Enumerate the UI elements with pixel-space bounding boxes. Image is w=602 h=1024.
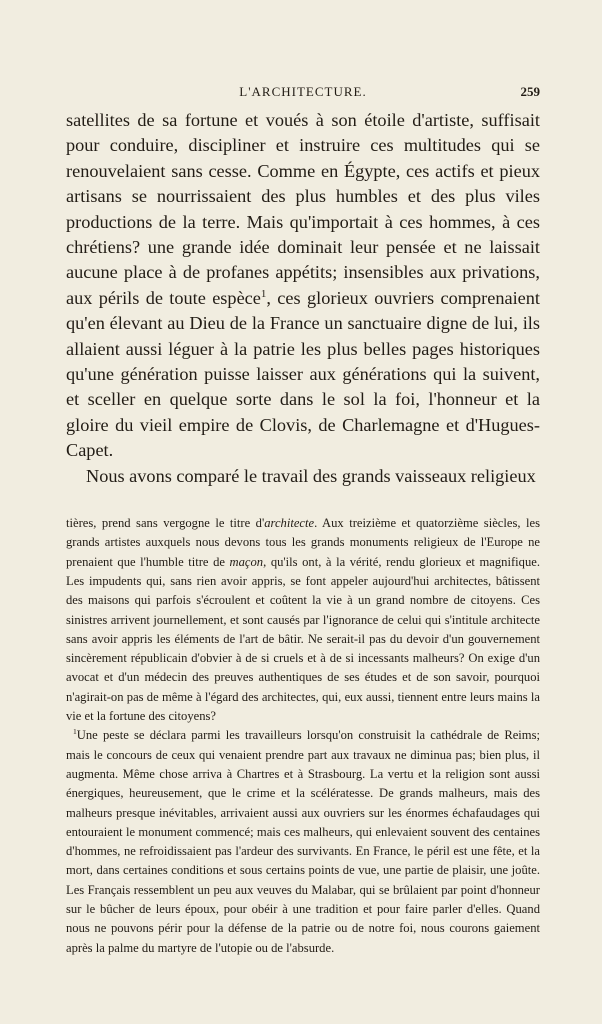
footnote-1-marker: 1 (73, 727, 77, 737)
footnotes (66, 514, 540, 958)
footnote-reference: 1 (260, 287, 267, 300)
footnote-1-text: Une peste se déclara parmi les travailleurs lorsqu'on construisit la cathédrale de Reims; mais le concours de ceux qui venaient prendre part aux travaux ne diminua pas; bien plus, il augmenta. Même chose arriva à Chartres et à Strasbourg. La vertu et la religion sont aussi énergiques, heureusement, que le crime et la scélératesse. De grands malheurs, mais des malheurs presque inévitables, arrivaient aussi aux ouvriers sur les énormes échafaudages qui entouraient le monument commencé; mais ces malheurs, qui enlevaient souvent des centaines d'hommes, ne refroidissaient pas l'ardeur des survivants. En France, le péril est une fête, et la mort, dans certaines conditions et sous certains points de vue, une partie de plaisir, une joûte. Les Français ressemblent un peu aux veuves du Malabar, qui se brûlaient par point d'honneur sur le bûcher de leurs époux, pour obéir à une tradition et pour faire parler d'elles. Quand nous ne pouvons périr pour la défense de la patrie ou de notre foi, nous courons gaiement après la palme du martyre de l'utopie ou de l'absurde. (66, 728, 540, 955)
footnote-italic-macon: maçon (229, 554, 264, 569)
page-number: 259 (520, 84, 540, 99)
body-paragraph-1-part-2: , ces glorieux ouvriers comprenaient qu'en élevant au Dieu de la France un sanctuaire digne de lui, ils allaient aussi léguer à la patrie les plus belles pages historiques qu'une génération puisse laisser aux générations qui la suivent, et sceller en quelque sorte dans le sol la foi, l'honneur et la gloire du vieil empire de Clovis, de Charlemagne et d'Hugues-Capet. (66, 287, 540, 461)
book-page (66, 84, 540, 958)
page-header (66, 84, 540, 108)
footnote-continuation-part-3: , qu'ils ont, à la vérité, rendu glorieux et magnifique. Les impudents qui, sans rien avoir appris, se font appeler aujourd'hui architectes, bâtissent des maisons qui parfois s'écroulent et coûtent la vie à un grand nombre de citoyens. Ces sinistres arrivent journellement, et sont causés par l'ignorance de celui qui s'intitule architecte sans avoir appris les éléments de l'art de bâtir. Ne serait-il pas du devoir d'un gouvernement sincèrement républicain d'obvier à de si cruels et à de si incessants malheurs? On exige d'un avocat et d'un médecin des preuves authentiques de ses études et de son savoir, pourquoi n'agirait-on pas de même à l'égard des architectes, qui, eux aussi, tiennent entre leurs mains la vie et la fortune des citoyens? (66, 554, 540, 724)
body-paragraph-1 (66, 108, 540, 464)
running-title: L'ARCHITECTURE. (239, 84, 367, 99)
body-paragraph-1-part-1: satellites de sa fortune et voués à son étoile d'artiste, suffisait pour conduire, discipliner et instruire ces multitudes qui se renouvelaient sans cesse. Comme en Égypte, ces actifs et pieux artisans se nourrissaient des plus humbles et des plus viles productions de la terre. Mais qu'importait à ces hommes, à ces chrétiens? une grande idée dominait leur pensée et ne laissait aucune place à de profanes appétits; insensibles aux privations, aux périls de toute espèce (66, 110, 540, 308)
footnote-1 (66, 726, 540, 958)
body-paragraph-2: Nous avons comparé le travail des grands vaisseaux religieux (86, 465, 536, 486)
footnote-continuation-part-2: . Aux treizième et quatorzième siècles, les grands artistes auxquels nous devons tous les grands monuments religieux de l'Europe ne prenaient que l'humble titre de (66, 516, 540, 569)
footnote-continuation (66, 514, 540, 726)
footnote-italic-architecte: architecte (264, 516, 315, 531)
footnote-continuation-part-1: tières, prend sans vergogne le titre d' (66, 516, 265, 531)
main-text (66, 108, 540, 489)
